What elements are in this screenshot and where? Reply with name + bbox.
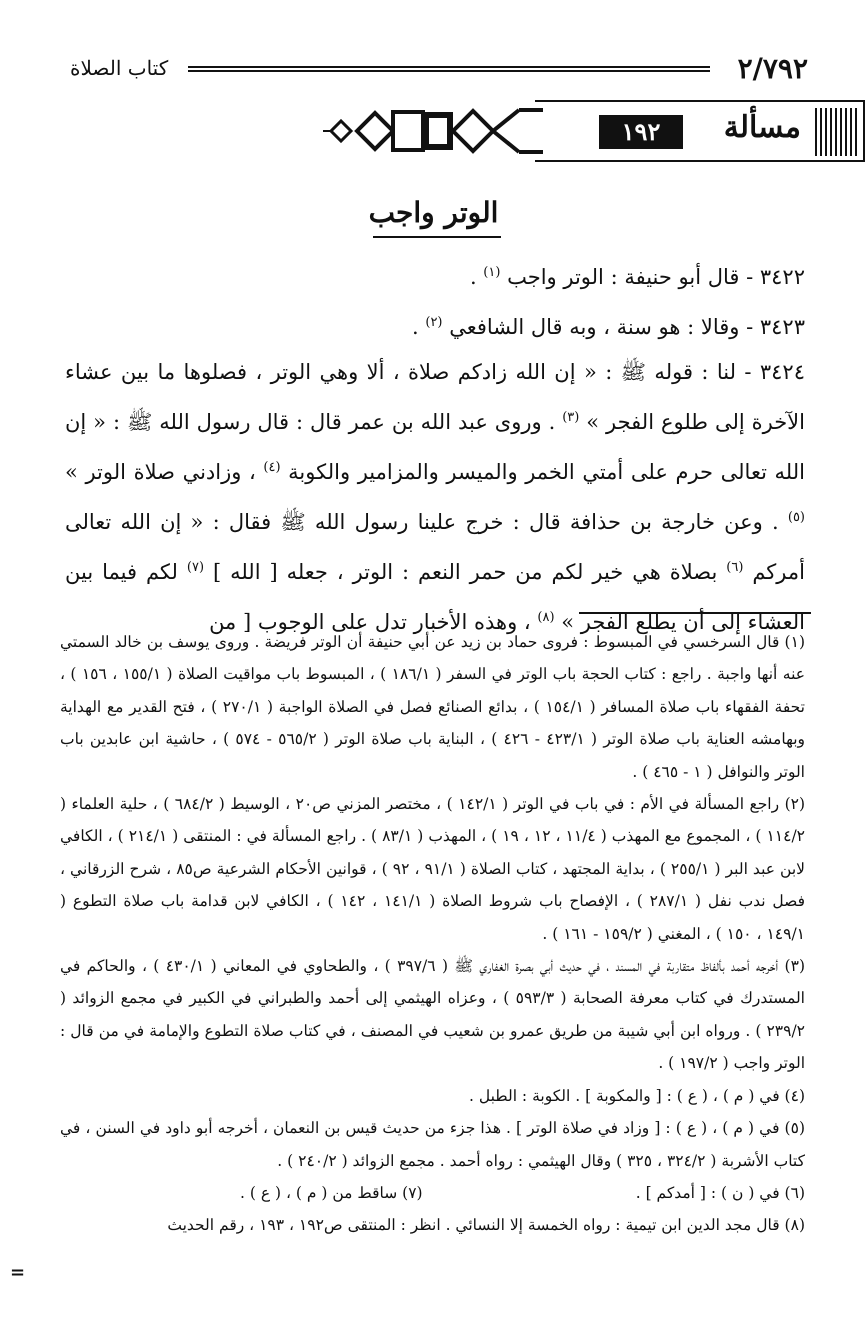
footnote-divider bbox=[579, 612, 811, 614]
footnote: (٢) راجع المسألة في الأم : في باب في الوتر ( ١٤٢/١ ) ، مختصر المزني ص٢٠ ، الوسيط ( ٦٨٤/٢ ) ، حلية العلماء ( ١١٤/٢ ) ، المجموع مع المهذب ( ١١/٤ ، ١٢ ، ١٩ ) ، المهذب ( ٨٣/١ ) . راجع المسألة في : المنتقى ( ٢١٤/١ ) ، الكافي لابن عبد البر ( ٢٥٥/١ ) ، بداية المجتهد ، كتاب الصلاة ( ٩١/١ ، ٩٢ ) ، قوانين الأحكام الشرعية ص٨٥ ، شرح الزرقاني ، فصل ندب نفل ( ٢٨٧/١ ) ، الإفصاح باب شروط الصلاة ( ١٤١/١ ، ١٤٢ ) ، الكافي لابن قدامة باب صلاة التطوع ( ١٤٩/١ ، ١٥٠ ) ، المغني ( ١٥٩/٢ - ١٦١ ) . bbox=[60, 795, 806, 943]
main-text bbox=[65, 250, 805, 645]
running-header bbox=[70, 52, 808, 86]
issue-label: مسألة bbox=[723, 110, 801, 145]
footnote: (٨) قال مجد الدين ابن تيمية : رواه الخمسة إلا النسائي . انظر : المنتقى ص١٩٢ ، ١٩٣ ، رقم الحديث bbox=[167, 1216, 805, 1235]
footnote-pair bbox=[60, 1177, 805, 1209]
book-title: كتاب الصلاة bbox=[70, 56, 169, 80]
banner-box bbox=[535, 100, 865, 162]
section-title: الوتر واجب bbox=[368, 196, 499, 229]
paragraph: ٣٤٢٤ - لنا : قوله ﷺ : « إن الله زادكم صلاة ، ألا وهي الوتر ، فصلوها ما بين عشاء الآخرة إلى طلوع الفجر » $^{(٣)}$ . وروى عبد الله بن عمر قال : قال رسول الله ﷺ : « إن الله تعالى حرم على أمتي الخمر والميسر والمزامير والكوبة $^{(٤)}$ ، وزادني صلاة الوتر » $^{(٥)}$ . وعن خارجة بن حذافة قال : خرج علينا رسول الله ﷺ فقال : « إن الله تعالى أمركم $^{(٦)}$ بصلاة هي خير لكم من حمر النعم : الوتر ، جعله [ الله ] $^{(٧)}$ لكم فيما بين العشاء إلى أن يطلع الفجر » $^{(٨)}$ ، وهذه الأخبار تدل على الوجوب [ من bbox=[65, 360, 805, 634]
page-number: ٢/٧٩٢ bbox=[737, 52, 808, 85]
paragraph: ٣٤٢٣ - وقالا : هو سنة ، وبه قال الشافعي $^{(٢)}$ . bbox=[412, 315, 805, 339]
ornament-icon bbox=[323, 102, 543, 160]
issue-number: ١٩٢ bbox=[599, 115, 683, 149]
footnote: (٥) في ( م ) ، ( ع ) : [ وزاد في صلاة الوتر ] . هذا جزء من حديث قيس بن النعمان ، أخرجه أبو داود في السنن ، في كتاب الأشربة ( ٣٢٤/٢ ، ٣٢٥ ) وقال الهيثمي : رواه أحمد . مجمع الزوائد ( ٢٤٠/٢ ) . bbox=[60, 1119, 805, 1170]
title-underline bbox=[373, 236, 501, 238]
footnote: (٧) ساقط من ( م ) ، ( ع ) . bbox=[240, 1183, 423, 1202]
footnotes bbox=[60, 626, 805, 1242]
issue-banner bbox=[3, 100, 865, 162]
banner-stripes bbox=[815, 108, 859, 156]
continuation-mark: = bbox=[10, 1262, 26, 1283]
header-rule bbox=[188, 66, 710, 72]
paragraph: ٣٤٢٢ - قال أبو حنيفة : الوتر واجب $^{(١)}$ . bbox=[469, 265, 805, 289]
footnote: (٤) في ( م ) ، ( ع ) : [ والمكوبة ] . الكوبة : الطبل . bbox=[468, 1086, 805, 1105]
footnote: (٦) في ( ن ) : [ أمدكم ] . bbox=[635, 1183, 805, 1202]
footnote: (٣) أخرجه أحمد بألفاظ متقاربة في المسند ، في حديث أبي بصرة الغفاري ﷺ ( ٣٩٧/٦ ) ، والطحاوي في المعاني ( ٤٣٠/١ ) ، والحاكم في المستدرك في كتاب معرفة الصحابة ( ٥٩٣/٣ ) ، وعزاه الهيثمي إلى أحمد والطبراني في الكبير في مجمع الزوائد ( ٢٣٩/٢ ) . ورواه ابن أبي شيبة من طريق عمرو بن شعيب في المصنف ، في كتاب صلاة التطوع والإمامة في من قال : الوتر واجب ( ١٩٧/٢ ) . bbox=[60, 957, 805, 1073]
footnote: (١) قال السرخسي في المبسوط : فروى حماد بن زيد عن أبي حنيفة أن الوتر فريضة . وروى يوسف بن خالد السمتي عنه أنها واجبة . راجع : كتاب الحجة باب الوتر في السفر ( ١٨٦/١ ) ، المبسوط باب مواقيت الصلاة ( ١٥٥/١ ، ١٥٦ ) ، تحفة الفقهاء باب صلاة المسافر ( ١٥٤/١ ) ، بدائع الصنائع فصل في الصلاة الواجبة ( ٢٧٠/١ ) ، فتح القدير مع الهداية وبهامشه العناية باب صلاة الوتر ( ٤٢٣/١ - ٤٢٦ ) ، البناية باب صلاة الوتر ( ٥٦٥/٢ - ٥٧٤ ) ، حاشية ابن عابدين باب الوتر والنوافل ( ١ - ٤٦٥ ) . bbox=[60, 633, 806, 781]
